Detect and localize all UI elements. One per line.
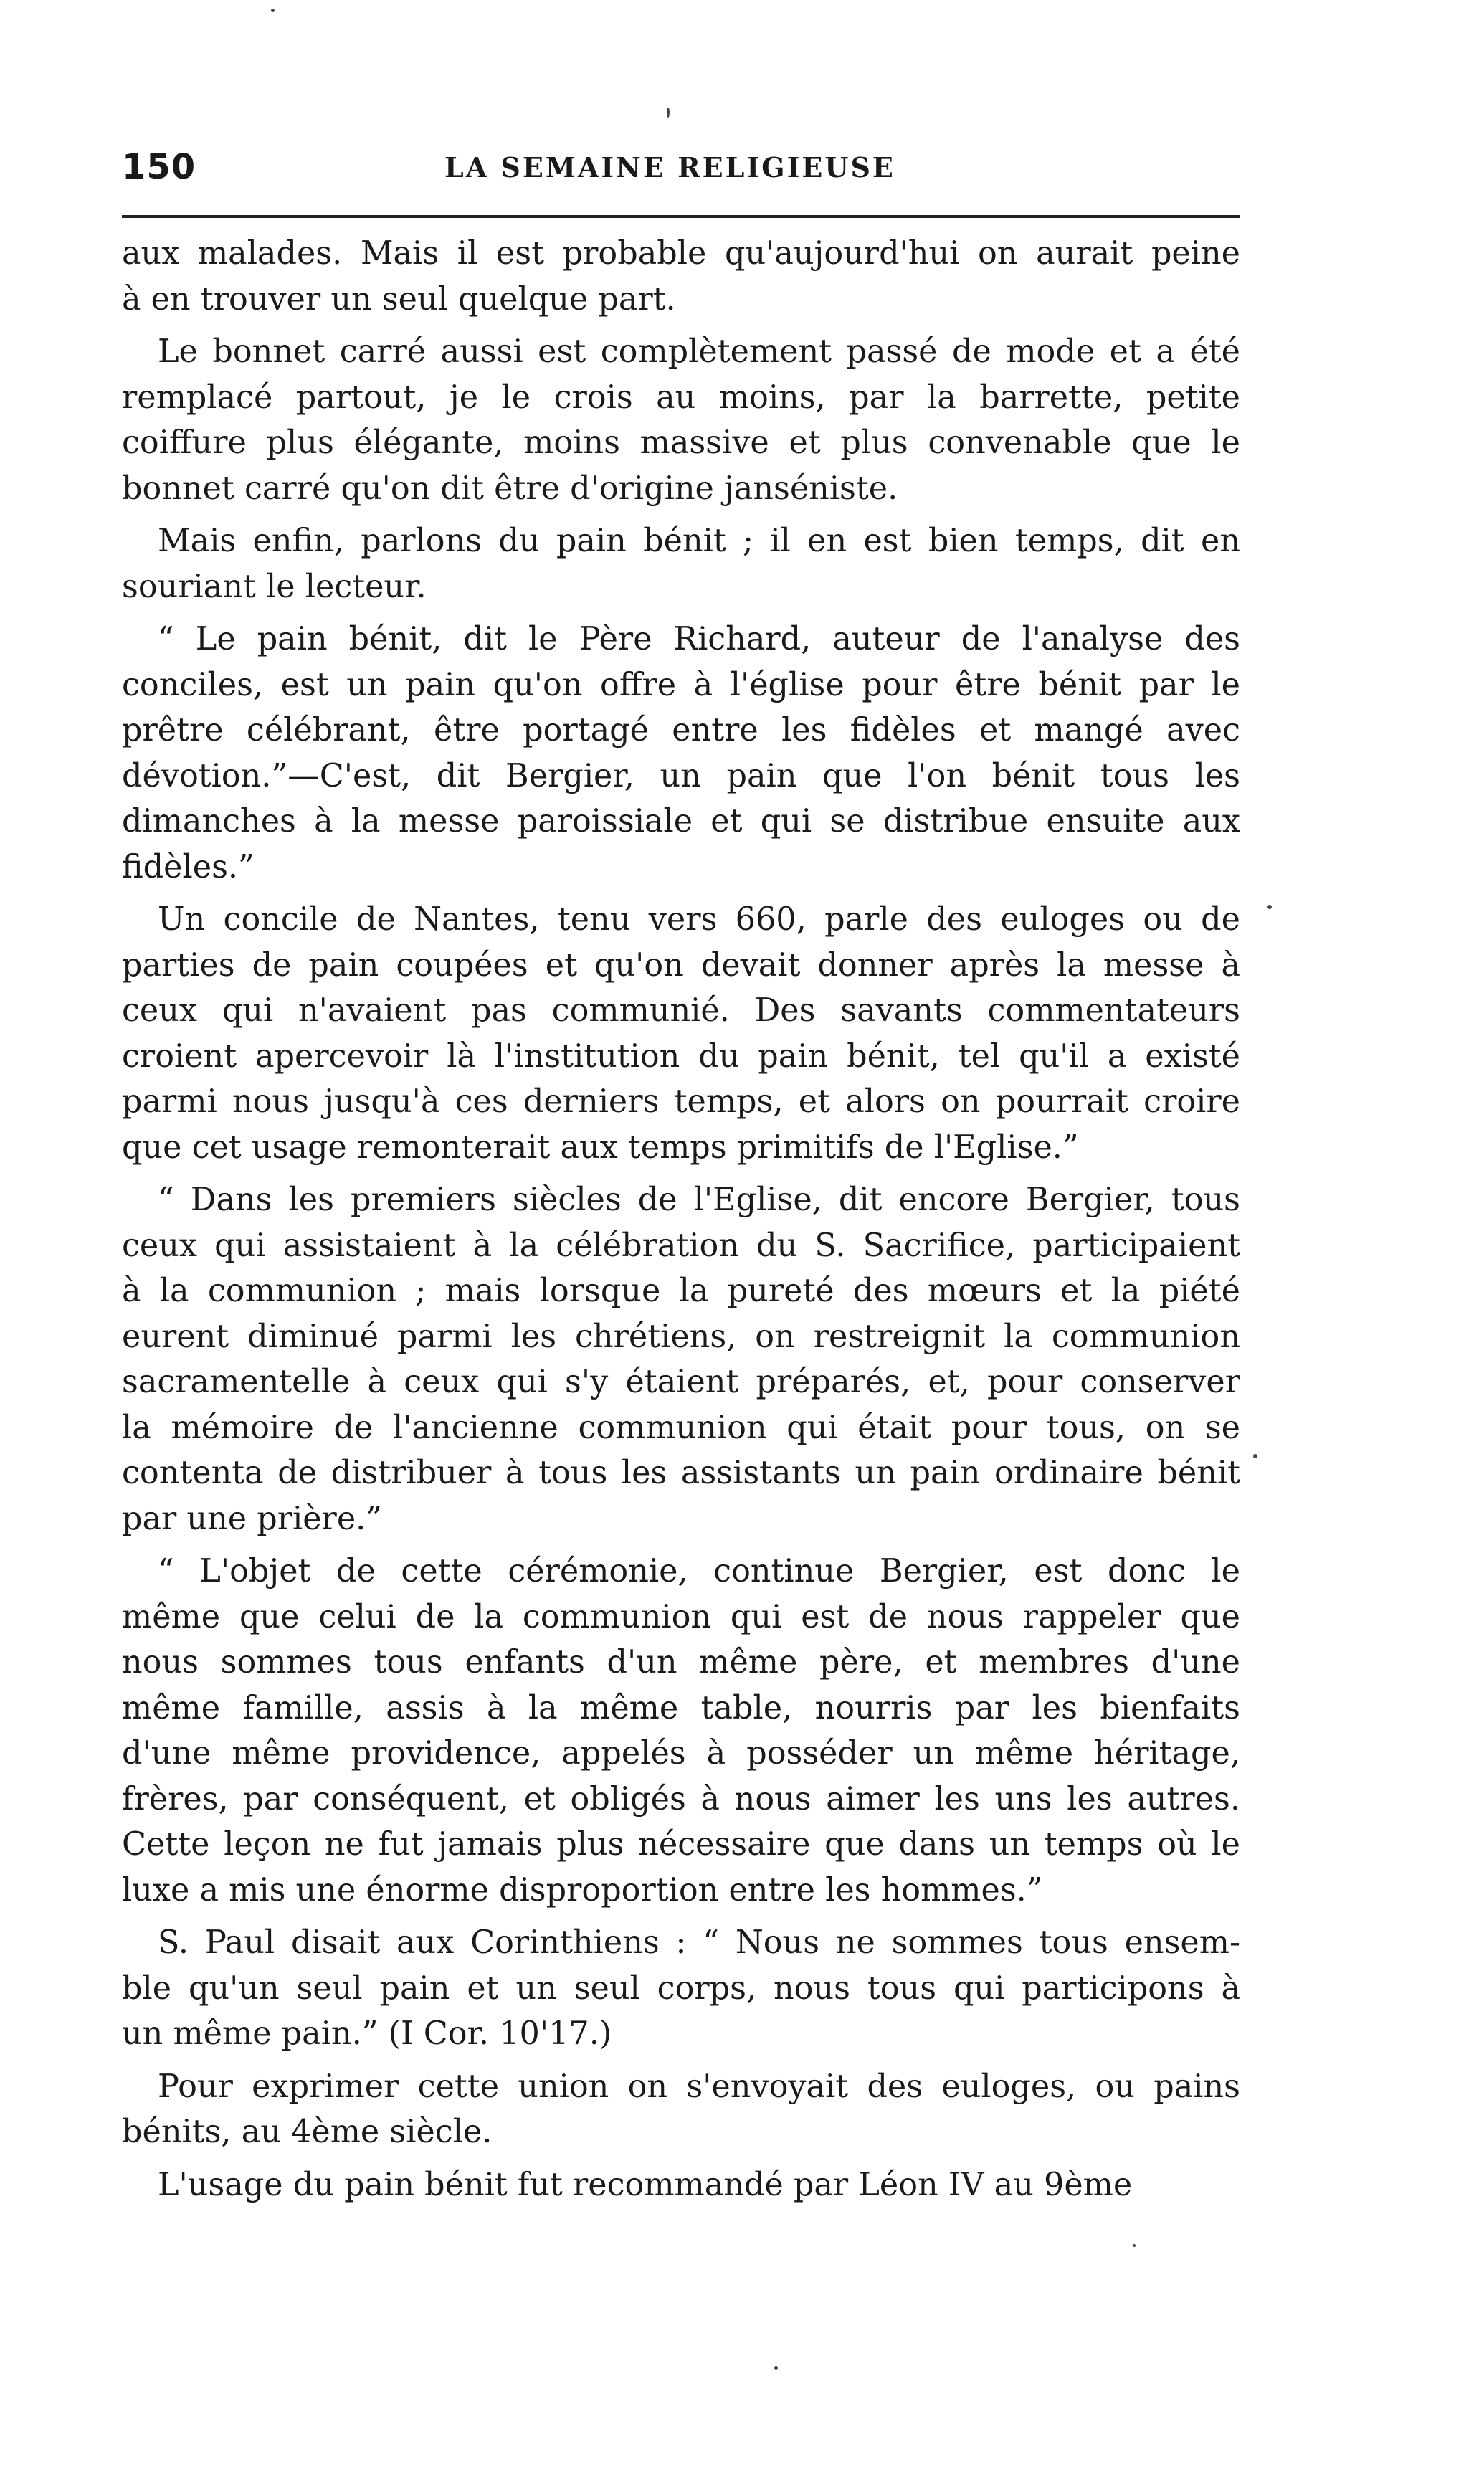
text-line: dévotion.”—C'est, dit Bergier, un pain que l'on bénit tous les <box>122 757 1240 794</box>
scan-speck <box>774 2366 778 2370</box>
paragraph <box>122 1549 1240 1913</box>
text-line: Le bonnet carré aussi est complètement passé de mode et a été <box>158 333 1240 370</box>
text-line: ble qu'un seul pain et un seul corps, nous tous qui participons à <box>122 1970 1240 2007</box>
text-line: d'une même providence, appelés à posséder un même héritage, <box>122 1735 1240 1772</box>
text-line: ceux qui assistaient à la célébration du S. Sacrifice, participaient <box>122 1227 1240 1264</box>
paragraph <box>122 2162 1240 2208</box>
scan-speck <box>271 9 275 12</box>
paragraph <box>122 231 1240 322</box>
text-line: à en trouver un seul quelque part. <box>122 280 676 318</box>
text-line: “ L'objet de cette cérémonie, continue Bergier, est donc le <box>158 1553 1240 1590</box>
paragraph <box>122 1177 1240 1541</box>
text-line: sacramentelle à ceux qui s'y étaient préparés, et, pour conserver <box>122 1364 1240 1400</box>
scan-speck <box>1133 2244 1136 2247</box>
scan-speck <box>667 108 670 118</box>
text-line: prêtre célébrant, être portagé entre les fidèles et mangé avec <box>122 712 1240 749</box>
header-rule <box>122 215 1240 218</box>
paragraph-gap <box>122 1541 1240 1549</box>
paragraph-gap <box>122 1913 1240 1920</box>
paragraph <box>122 518 1240 609</box>
paragraph-gap <box>122 511 1240 518</box>
text-line: eurent diminué parmi les chrétiens, on restreignit la communion <box>122 1318 1240 1355</box>
text-line: S. Paul disait aux Corinthiens : “ Nous ne sommes tous ensem- <box>158 1924 1240 1961</box>
text-line: parties de pain coupées et qu'on devait donner après la messe à <box>122 946 1240 984</box>
text-line: “ Le pain bénit, dit le Père Richard, auteur de l'analyse des <box>158 621 1240 657</box>
page-number: 150 <box>122 147 196 187</box>
text-line: coiffure plus élégante, moins massive et plus convenable que le <box>122 424 1240 461</box>
page-header <box>122 147 1240 197</box>
text-line: frères, par conséquent, et obligés à nous aimer les uns les autres. <box>122 1780 1240 1818</box>
text-line: fidèles.” <box>122 848 255 885</box>
text-line: bonnet carré qu'on dit être d'origine janséniste. <box>122 470 898 507</box>
paragraph <box>122 2064 1240 2155</box>
paragraph <box>122 1920 1240 2057</box>
text-line: “ Dans les premiers siècles de l'Eglise, dit encore Bergier, tous <box>158 1182 1240 1218</box>
text-line: luxe a mis une énorme disproportion entre les hommes.” <box>122 1871 1043 1909</box>
paragraph <box>122 897 1240 1170</box>
paragraph <box>122 617 1240 890</box>
text-line: même famille, assis à la même table, nourris par les bienfaits <box>122 1689 1240 1726</box>
text-line: ceux qui n'avaient pas communié. Des savants commentateurs <box>122 992 1240 1029</box>
text-line: croient apercevoir là l'institution du pain bénit, tel qu'il a existé <box>122 1037 1240 1075</box>
paragraph-gap <box>122 1170 1240 1177</box>
text-line: parmi nous jusqu'à ces derniers temps, et alors on pourrait croire <box>122 1083 1240 1120</box>
text-line: conciles, est un pain qu'on offre à l'église pour être bénit par le <box>122 666 1240 703</box>
text-line: nous sommes tous enfants d'un même père, et membres d'une <box>122 1644 1240 1681</box>
paragraph-gap <box>122 890 1240 897</box>
text-line: même que celui de la communion qui est de nous rappeler que <box>122 1598 1240 1635</box>
paragraph-gap <box>122 2155 1240 2162</box>
text-line: que cet usage remonterait aux temps primitifs de l'Eglise.” <box>122 1129 1079 1166</box>
paragraph-gap <box>122 2057 1240 2064</box>
text-line: souriant le lecteur. <box>122 568 427 605</box>
text-line: L'usage du pain bénit fut recommandé par Léon IV au 9ème <box>158 2166 1133 2203</box>
scan-speck <box>1267 905 1272 909</box>
paragraph-gap <box>122 322 1240 329</box>
text-line: un même pain.” (I Cor. 10'17.) <box>122 2015 612 2052</box>
body-text <box>122 231 1240 2208</box>
text-line: Pour exprimer cette union on s'envoyait des euloges, ou pains <box>158 2068 1240 2105</box>
scan-speck <box>1253 1454 1257 1458</box>
text-line: la mémoire de l'ancienne communion qui était pour tous, on se <box>122 1409 1240 1446</box>
text-line: bénits, au 4ème siècle. <box>122 2114 493 2150</box>
text-line: Mais enfin, parlons du pain bénit ; il en est bien temps, dit en <box>158 523 1240 559</box>
paragraph-gap <box>122 609 1240 617</box>
paragraph <box>122 329 1240 511</box>
text-line: contenta de distribuer à tous les assistants un pain ordinaire bénit <box>122 1455 1240 1491</box>
text-line: aux malades. Mais il est probable qu'aujourd'hui on aurait peine <box>122 235 1240 272</box>
text-line: à la communion ; mais lorsque la pureté des mœurs et la piété <box>122 1273 1240 1309</box>
text-line: remplacé partout, je le crois au moins, par la barrette, petite <box>122 379 1240 416</box>
text-line: Un concile de Nantes, tenu vers 660, parle des euloges ou de <box>158 901 1240 938</box>
running-title: LA SEMAINE RELIGIEUSE <box>444 151 895 184</box>
text-line: Cette leçon ne fut jamais plus nécessaire que dans un temps où le <box>122 1826 1240 1863</box>
text-line: dimanches à la messe paroissiale et qui se distribue ensuite aux <box>122 803 1240 840</box>
text-line: par une prière.” <box>122 1500 383 1537</box>
